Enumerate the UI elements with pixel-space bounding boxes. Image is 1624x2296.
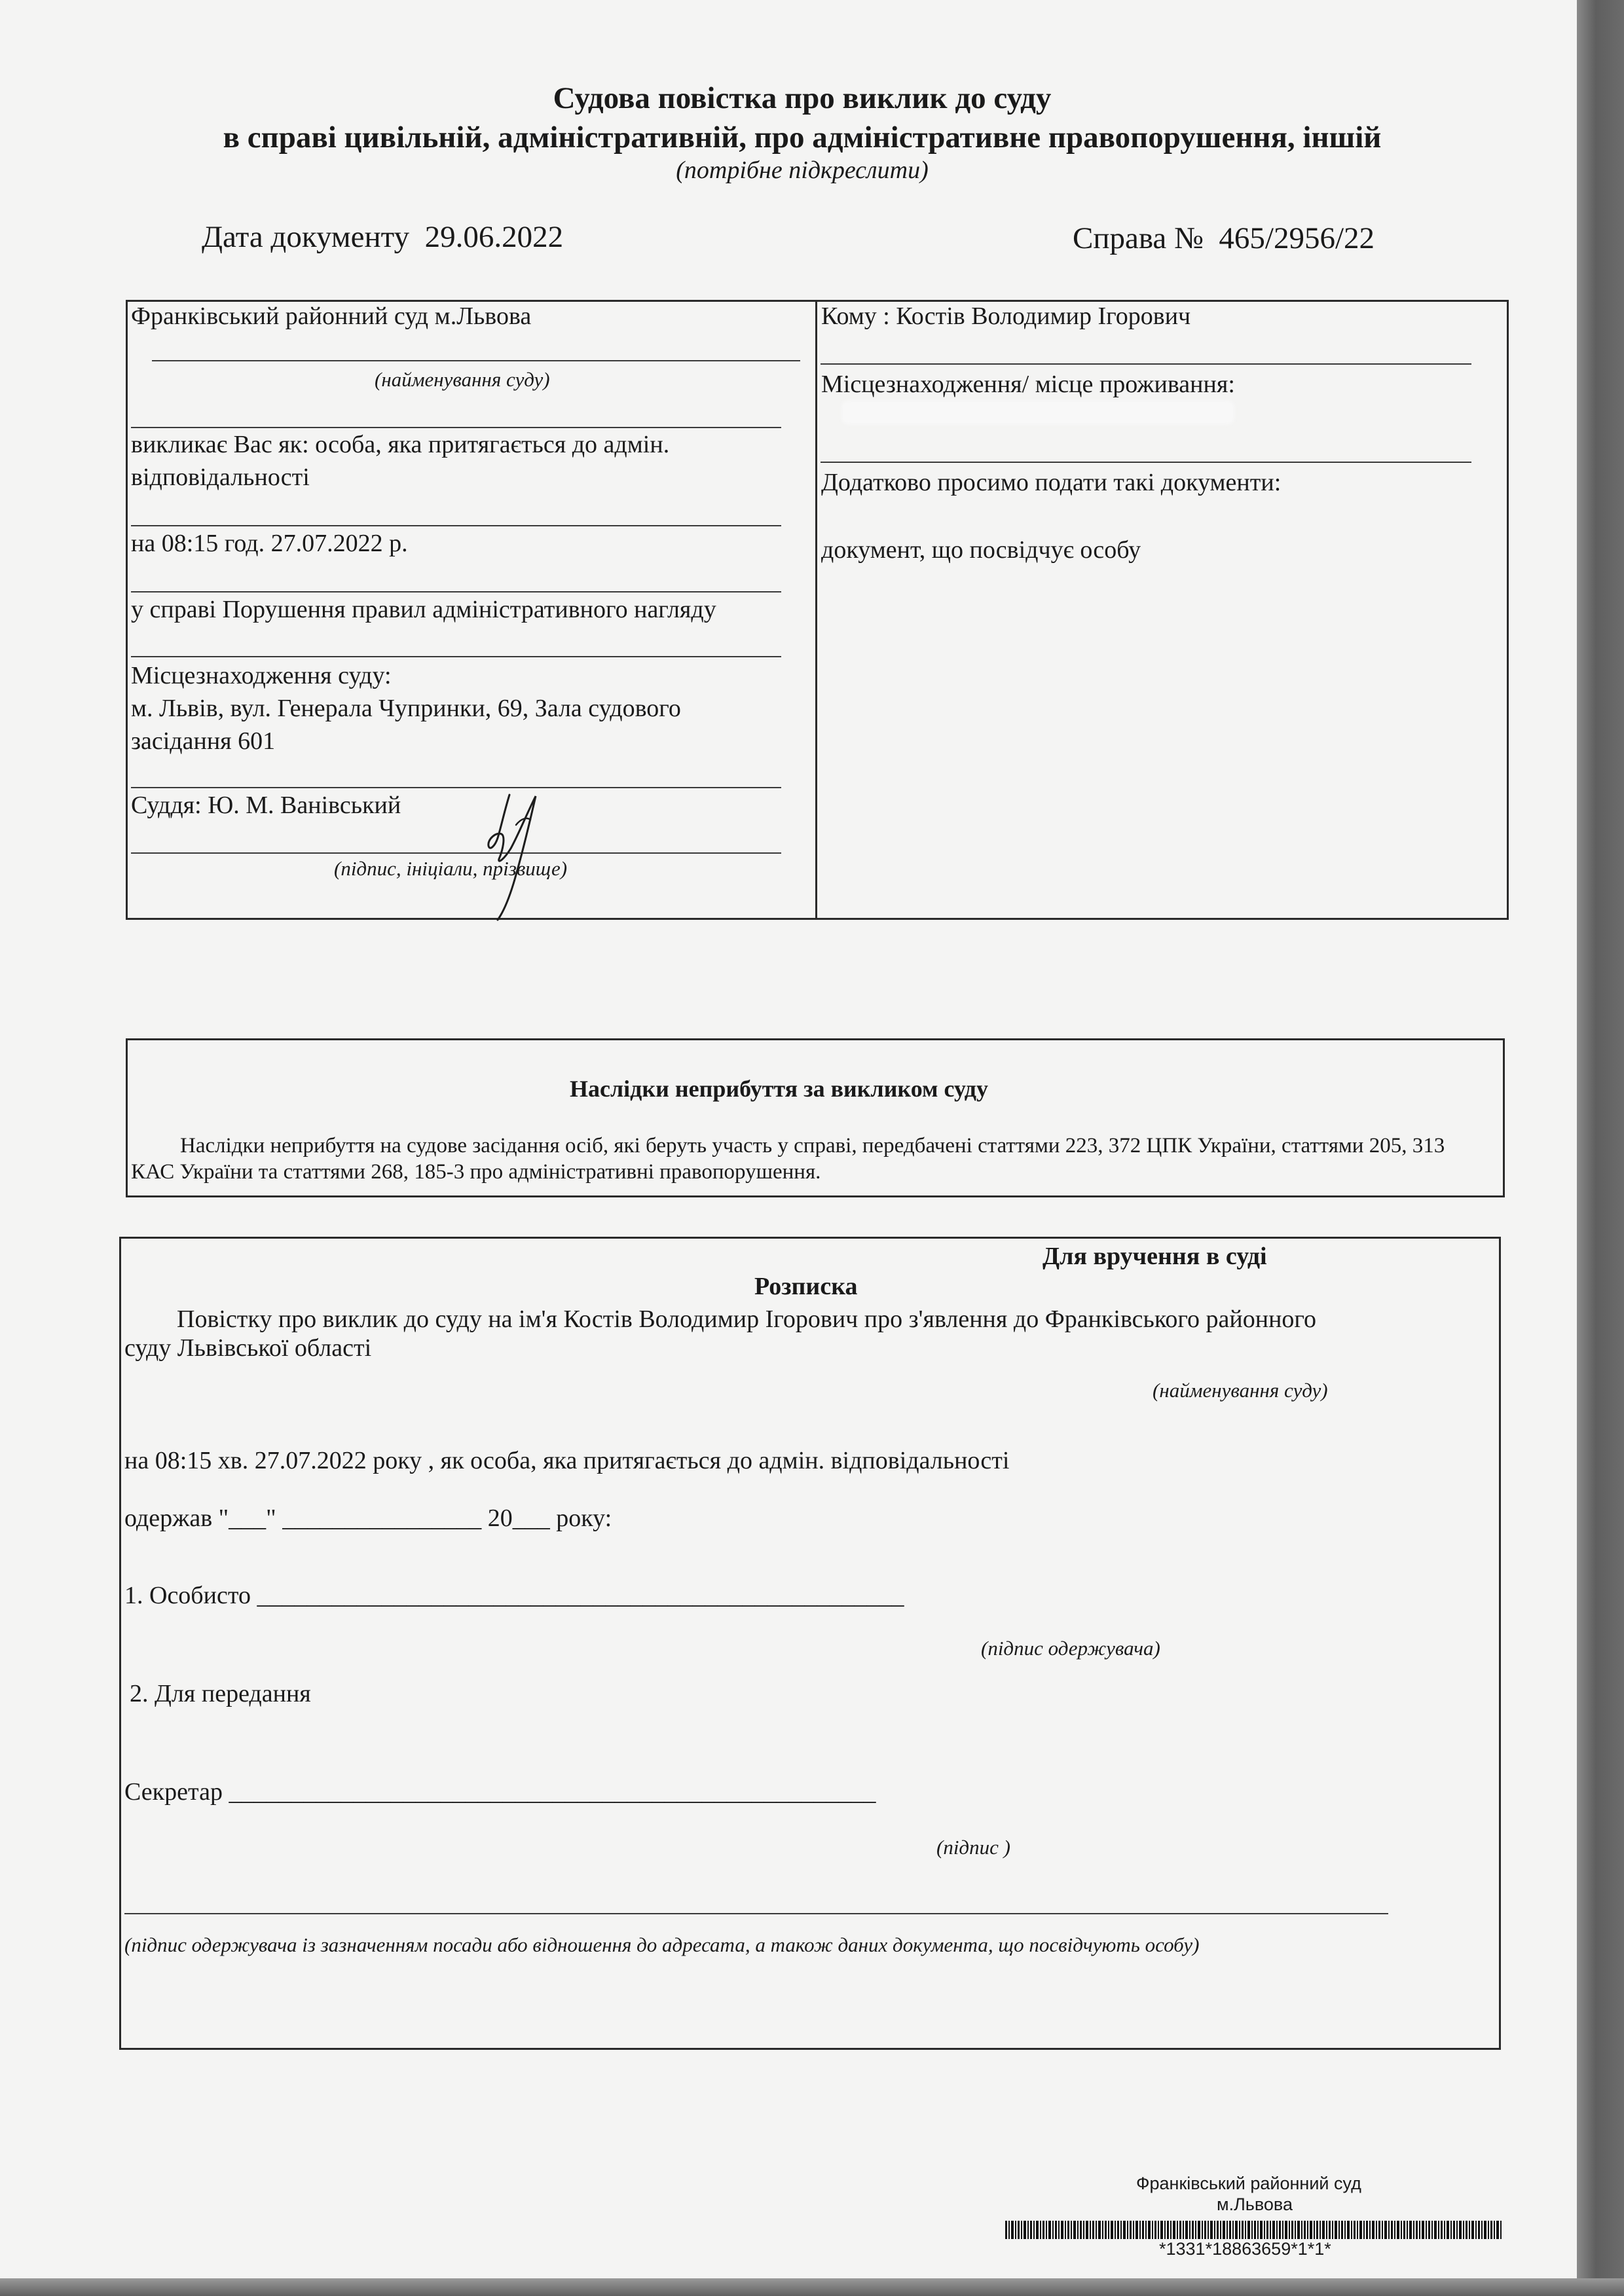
receipt-line1-continued: суду Львівської області (124, 1334, 372, 1362)
date-label: Дата документу (202, 220, 410, 254)
case-number (1073, 221, 1375, 256)
court-name-caption: (найменування суду) (375, 368, 550, 391)
footer-court-line1: Франківський районний суд (1136, 2174, 1361, 2193)
case-number-value: 465/2956/22 (1219, 221, 1375, 255)
received-line: одержав "___" ________________ 20___ року: (124, 1504, 612, 1532)
signature-caption: (підпис, ініціали, прізвище) (334, 857, 568, 880)
receipt-court-caption: (найменування суду) (1153, 1379, 1328, 1402)
receipt-line1: Повістку про виклик до суду на ім'я Костів Володимир Ігорович про з'явлення до Франківського районного (177, 1305, 1317, 1333)
consequences-body: Наслідки неприбуття на судове засідання осіб, які беруть участь у справі, передбачені статтями 223, 372 ЦПК України, статтями 205, 313 КАС України та статтями 268, 185-3 про адміністративні правопорушення. (131, 1134, 1445, 1184)
summons-time: на 08:15 год. 27.07.2022 р. (131, 530, 408, 557)
document-subtitle: (потрібне підкреслити) (676, 156, 929, 184)
residence-label: Місцезнаходження/ місце проживання: (821, 371, 1235, 398)
document-title-line1: Судова повістка про виклик до суду (553, 81, 1052, 115)
personally-line: 1. Особисто ____________________________________________________ (124, 1582, 904, 1609)
for-court-label: Для вручення в суді (1043, 1243, 1267, 1270)
court-name: Франківський районний суд м.Львова (131, 302, 532, 330)
document-date (202, 219, 563, 255)
court-location-value: м. Львів, вул. Генерала Чупринки, 69, Зала судового засідання 601 (131, 695, 681, 755)
recipient-signature-caption: (підпис одержувача) (981, 1637, 1160, 1660)
judge-signature (458, 786, 550, 923)
summons-column-divider (815, 300, 817, 920)
divider (131, 787, 781, 788)
documents-value: документ, що посвідчує особу (821, 536, 1141, 564)
divider (131, 525, 781, 526)
document-title-line2: в справі цивільній, адміністративній, про адміністративне правопорушення, іншій (223, 120, 1382, 155)
barcode (1005, 2221, 1503, 2239)
divider (131, 591, 781, 592)
scan-edge (1577, 0, 1624, 2296)
court-location-label: Місцезнаходження суду: (131, 662, 392, 689)
for-transfer-line: 2. Для передання (130, 1680, 311, 1707)
court-name-underline (152, 360, 800, 361)
receipt-heading: Розписка (754, 1273, 858, 1300)
bottom-caption: (підпис одержувача із зазначенням посади або відношення до адресата, а також даних документа, що посвідчують особу) (124, 1933, 1200, 1956)
secretary-signature-caption: (підпис ) (936, 1836, 1010, 1859)
case-matter: у справі Порушення правил адміністративного нагляду (131, 596, 716, 623)
footer-court-line2: м.Львова (1217, 2195, 1293, 2214)
recipient-line: Кому : Костів Володимир Ігорович (821, 302, 1191, 330)
barcode-text: *1331*18863659*1*1* (1159, 2239, 1331, 2259)
divider (131, 656, 781, 657)
recipient-underline (821, 363, 1471, 365)
documents-label: Додатково просимо подати такі документи: (821, 469, 1282, 496)
judge-line: Суддя: Ю. М. Ванівський (131, 792, 401, 819)
case-label: Справа № (1073, 221, 1204, 255)
redacted-address (841, 401, 1234, 424)
date-value: 29.06.2022 (424, 220, 564, 254)
scan-bottom-edge (0, 2278, 1624, 2296)
signature-underline (131, 852, 781, 854)
bottom-signature-underline (124, 1913, 1388, 1914)
residence-underline (821, 462, 1471, 463)
consequences-heading: Наслідки неприбуття за викликом суду (570, 1076, 988, 1102)
secretary-line: Секретар ____________________________________________________ (124, 1778, 876, 1806)
receipt-time-line: на 08:15 хв. 27.07.2022 року , як особа, яка притягається до адмін. відповідальності (124, 1447, 1010, 1474)
summons-as: викликає Вас як: особа, яка притягається до адмін. відповідальності (131, 431, 670, 491)
